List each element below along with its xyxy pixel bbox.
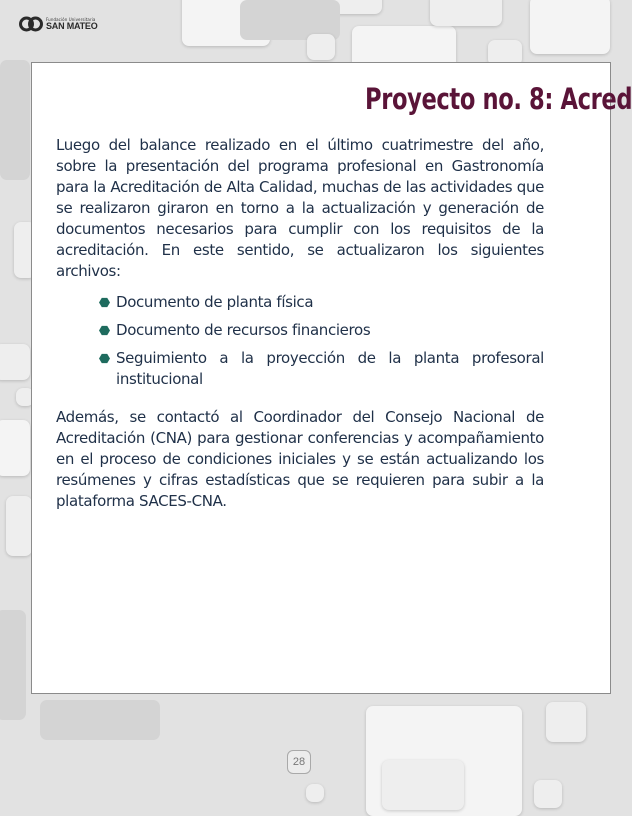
hexagon-bullet-icon — [99, 325, 110, 336]
background-tile — [382, 760, 464, 810]
background-tile — [430, 0, 502, 26]
background-tile — [0, 420, 30, 476]
paragraph-followup: Además, se contactó al Coordinador del Consejo Nacional de Acreditación (CNA) para gestionar conferencias y acompañamiento en el proceso de condiciones iniciales y se están actualizando los resúmenes y cifras estadísticas que se requieren para subir a la plataforma SACES-CNA. — [56, 408, 544, 510]
background-tile — [306, 784, 324, 802]
content-panel — [31, 62, 632, 694]
background-tile — [0, 60, 30, 180]
background-tile — [6, 496, 32, 556]
logo-icon — [19, 14, 43, 34]
hexagon-bullet-icon — [99, 353, 110, 364]
list-item-text: Documento de recursos financieros — [116, 321, 371, 339]
logo — [19, 14, 98, 34]
logo-name: SAN MATEO — [46, 20, 98, 31]
background-tile — [40, 700, 160, 740]
list-item-text: Documento de planta física — [116, 293, 314, 311]
body-text — [56, 135, 544, 512]
page-number: 28 — [287, 750, 311, 774]
background-tile — [307, 34, 335, 60]
background-tile — [534, 780, 562, 808]
background-tile — [0, 610, 26, 720]
logo-subtitle: Fundación Universitaria — [46, 16, 96, 22]
background-tile — [530, 0, 610, 54]
background-tile — [546, 702, 586, 742]
page-title: Proyecto no. 8: Acred — [365, 82, 632, 116]
list-item — [116, 348, 544, 390]
hexagon-bullet-icon — [99, 297, 110, 308]
background-tile — [0, 344, 30, 380]
list-item — [116, 292, 544, 313]
list-item — [116, 320, 544, 341]
list-item-text: Seguimiento a la proyección de la planta profesoral institucional — [116, 349, 544, 388]
paragraph-intro: Luego del balance realizado en el último cuatrimestre del año, sobre la presentación del programa profesional en Gastronomía para la Acreditación de Alta Calidad, muchas de las actividades que se realizaron giraron en torno a la actualización y generación de documentos necesarios para cumplir con los requisitos de la acreditación. En este sentido, se actualizaron los siguientes archivos: — [56, 136, 544, 280]
document-list — [56, 292, 544, 390]
